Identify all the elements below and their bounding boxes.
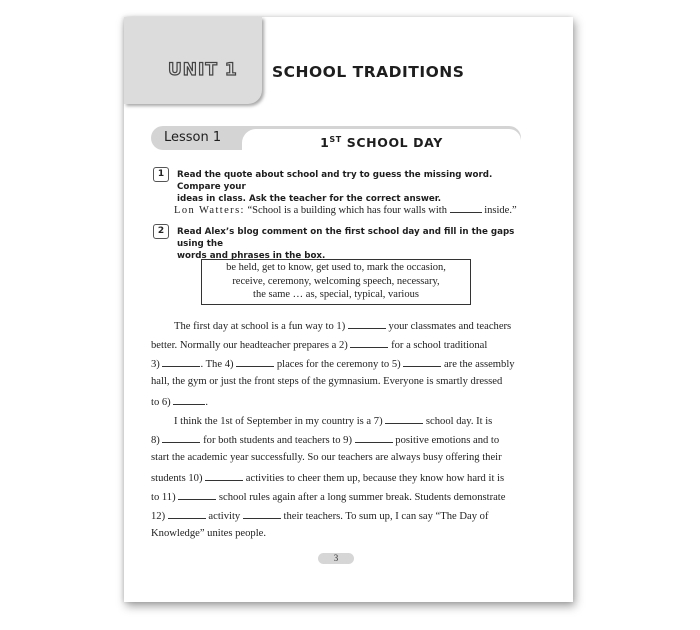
quote-gap <box>450 203 482 213</box>
lesson-title: 1ST SCHOOL DAY <box>320 135 443 151</box>
text-line: start the academic year successfully. So our teachers are always busy offering their <box>151 452 502 463</box>
quote: Lon Watters: “School is a building which has four walls with inside.” <box>174 205 517 216</box>
exercise-1-instruction: Read the quote about school and try to guess the missing word. Compare your ideas in class. Ask the teacher for the correct answer. <box>177 170 493 204</box>
gap-7 <box>385 414 423 424</box>
gap-8 <box>162 433 200 443</box>
page-number: 3 <box>318 553 354 564</box>
gap-13 <box>243 509 281 519</box>
lesson-label: Lesson 1 <box>164 130 222 145</box>
text-line: The first day at school is a fun way to 1) your classmates and teachers <box>174 321 512 332</box>
unit-label: UNIT 1 <box>168 60 238 80</box>
unit-title: SCHOOL TRADITIONS <box>272 63 465 81</box>
text-line: hall, the gym or just the front steps of the gymnasium. Everyone is smartly dressed <box>151 376 503 387</box>
word-box: be held, get to know, get used to, mark the occasion, receive, ceremony, welcoming speech, necessary, the same … as, special, typical, various <box>201 259 471 305</box>
text-line: better. Normally our headteacher prepares a 2) for a school traditional <box>151 340 488 351</box>
gap-9 <box>355 433 393 443</box>
gap-10 <box>205 471 243 481</box>
text-line: to 6) . <box>151 397 209 408</box>
gap-4 <box>236 357 274 367</box>
gap-2 <box>350 338 388 348</box>
gap-1 <box>348 319 386 329</box>
text-line: to 11) school rules again after a long summer break. Students demonstrate <box>151 492 506 503</box>
gap-12 <box>168 509 206 519</box>
textbook-page <box>124 17 573 602</box>
text-line: 8) for both students and teachers to 9) positive emotions and to <box>151 435 500 446</box>
text-line: students 10) activities to cheer them up, because they know how hard it is <box>151 473 505 484</box>
gap-5 <box>403 357 441 367</box>
gap-3 <box>162 357 200 367</box>
text-line: 12) activity their teachers. To sum up, I can say “The Day of <box>151 511 489 522</box>
exercise-1-number: 1 <box>153 167 169 182</box>
text-line: Knowledge” unites people. <box>151 528 267 539</box>
exercise-2-instruction: Read Alex’s blog comment on the first school day and fill in the gaps using the words and phrases in the box. <box>177 227 515 261</box>
text-line: 3) . The 4) places for the ceremony to 5) are the assembly <box>151 359 515 370</box>
gap-11 <box>178 490 216 500</box>
text-line: I think the 1st of September in my country is a 7) school day. It is <box>174 416 493 427</box>
gap-6 <box>173 395 205 405</box>
exercise-2-number: 2 <box>153 224 169 239</box>
